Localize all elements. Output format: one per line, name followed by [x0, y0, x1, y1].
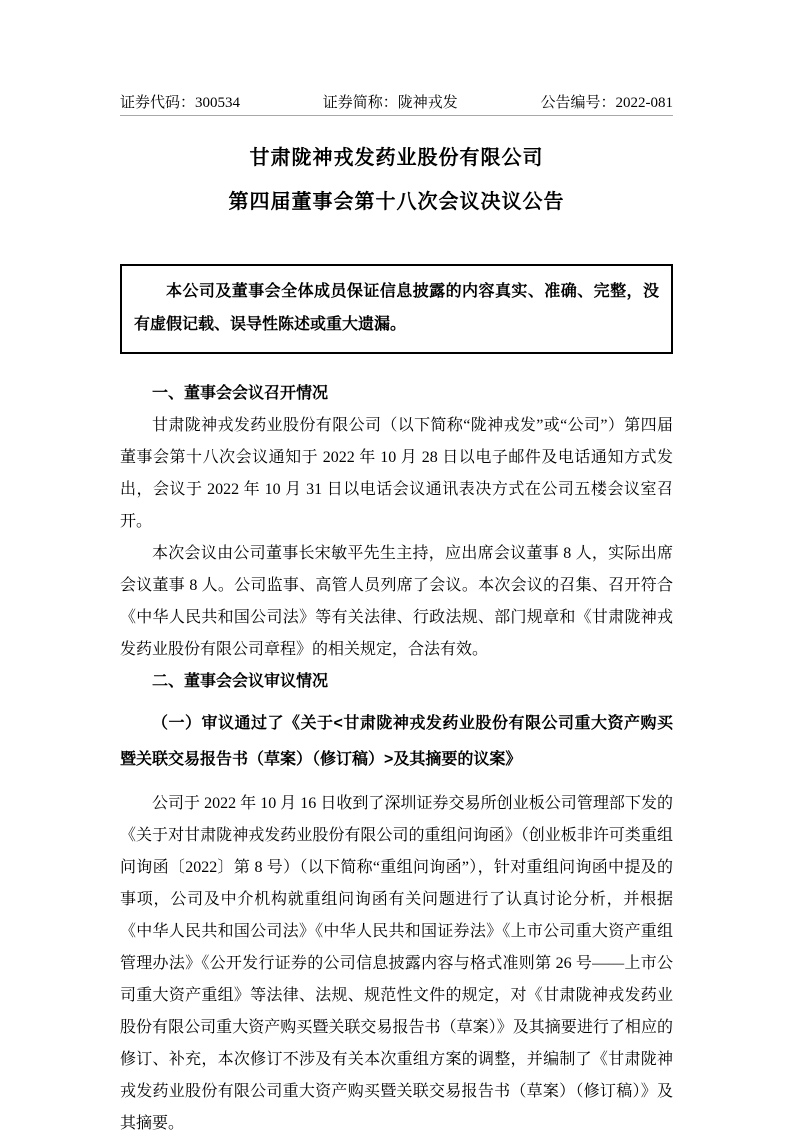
announcement-number: 公告编号：2022-081: [540, 95, 673, 111]
section1-paragraph-1: 甘肃陇神戎发药业股份有限公司（以下简称“陇神戎发”或“公司”）第四届董事会第十八次会议通知于 2022 年 10 月 28 日以电子邮件及电话通知方式发出，会议于 2022 年 10 月 31 日以电话会议通讯表决方式在公司五楼会议室召开。: [120, 417, 673, 530]
company-name-title: 甘肃陇神戎发药业股份有限公司: [249, 147, 544, 169]
section2-item1-heading: （一）审议通过了《关于<甘肃陇神戎发药业股份有限公司重大资产购买暨关联交易报告书（草案）（修订稿）>及其摘要的议案》: [120, 715, 673, 768]
section1-heading: 一、董事会会议召开情况: [152, 385, 329, 402]
header-divider: [120, 115, 673, 116]
section2-heading: 二、董事会会议审议情况: [152, 673, 329, 690]
disclaimer-box: [120, 264, 673, 354]
stock-code: 证券代码：300534: [120, 95, 241, 111]
stock-short-name: 证券简称：陇神戎发: [322, 95, 458, 111]
disclaimer-text: 本公司及董事会全体成员保证信息披露的内容真实、准确、完整，没有虚假记载、误导性陈述或重大遗漏。: [134, 283, 659, 333]
title-block: [120, 136, 673, 224]
meeting-resolution-title: 第四届董事会第十八次会议决议公告: [228, 191, 565, 213]
section2-paragraph-1: 公司于 2022 年 10 月 16 日收到了深圳证券交易所创业板公司管理部下发的《关于对甘肃陇神戎发药业股份有限公司的重组问询函》（创业板非许可类重组问询函〔2022〕第 8 号）（以下简称“重组问询函”），针对重组问询函中提及的事项，公司及中介机构就重组问询函有关问题进行了认真讨论分析，并根据《中华人民共和国公司法》《中华人民共和国证券法》《上市公司重大资产重组管理办法》《公开发行证券的公司信息披露内容与格式准则第 26 号——上市公司重大资产重组》等法律、法规、规范性文件的规定，对《甘肃陇神戎发药业股份有限公司重大资产购买暨关联交易报告书（草案）》及其摘要进行了相应的修订、补充，本次修订不涉及有关本次重组方案的调整，并编制了《甘肃陇神戎发药业股份有限公司重大资产购买暨关联交易报告书（草案）（修订稿）》及其摘要。: [120, 795, 673, 1132]
section1-paragraph-2: 本次会议由公司董事长宋敏平先生主持，应出席会议董事 8 人，实际出席会议董事 8 人。公司监事、高管人员列席了会议。本次会议的召集、召开符合《中华人民共和国公司法》等有关法律、行政法规、部门规章和《甘肃陇神戎发药业股份有限公司章程》的相关规定，合法有效。: [120, 545, 673, 658]
document-header: [120, 93, 673, 113]
